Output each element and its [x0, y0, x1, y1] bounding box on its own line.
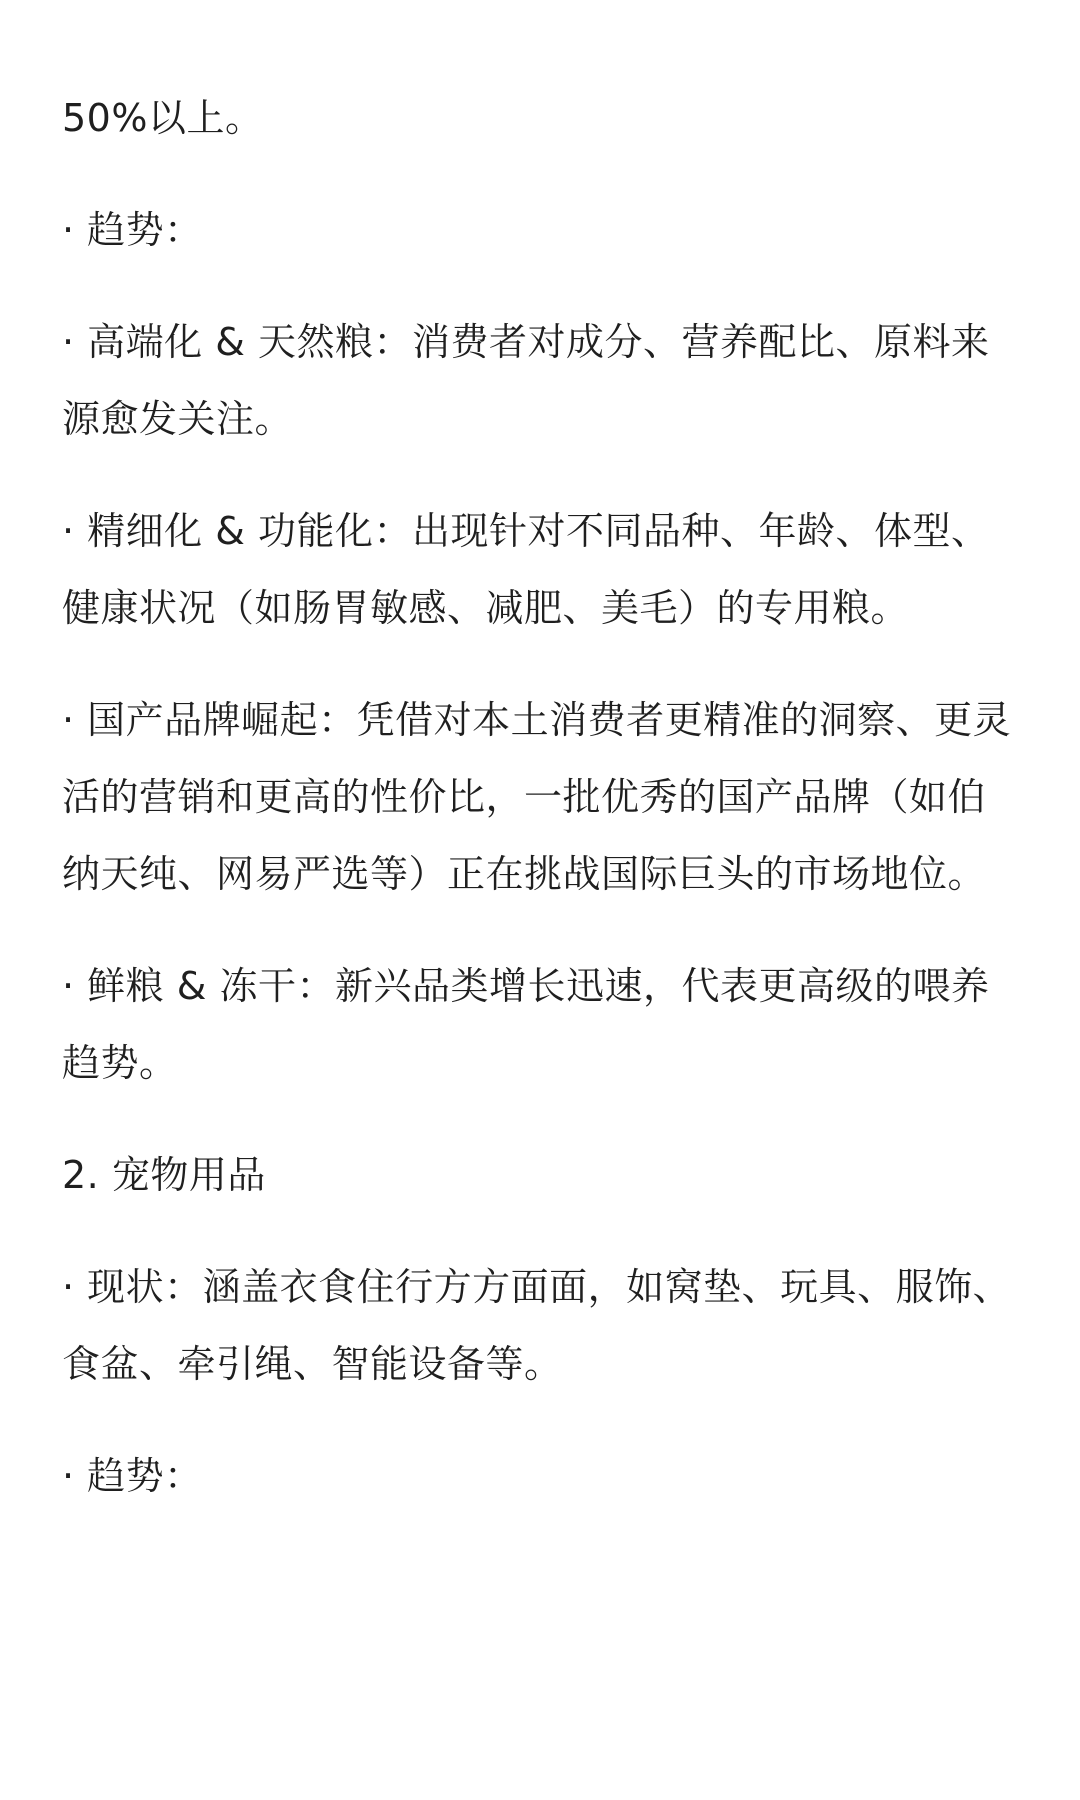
- section-heading-pet-supplies: 2. 宠物用品: [62, 1153, 266, 1197]
- paragraph-supplies-trend-heading: · 趋势：: [62, 1454, 203, 1498]
- paragraph-supplies-status: · 现状：涵盖衣食住行方方面面，如窝垫、玩具、服饰、食盆、牵引绳、智能设备等。: [62, 1265, 1012, 1386]
- paragraph-trend-heading: · 趋势：: [62, 208, 203, 252]
- article-body: [62, 80, 1022, 1515]
- paragraph-refined-functional: · 精细化 & 功能化：出现针对不同品种、年龄、体型、健康状况（如肠胃敏感、减肥、美毛）的专用粮。: [62, 509, 990, 630]
- paragraph-fresh-freeze-dried: · 鲜粮 & 冻干：新兴品类增长迅速，代表更高级的喂养趋势。: [62, 964, 990, 1085]
- paragraph-domestic-brands: · 国产品牌崛起：凭借对本土消费者更精准的洞察、更灵活的营销和更高的性价比，一批优秀的国产品牌（如伯纳天纯、网易严选等）正在挑战国际巨头的市场地位。: [62, 698, 1012, 896]
- paragraph-market-share-end: 50%以上。: [62, 96, 264, 140]
- paragraph-premium-natural: · 高端化 & 天然粮：消费者对成分、营养配比、原料来源愈发关注。: [62, 320, 990, 441]
